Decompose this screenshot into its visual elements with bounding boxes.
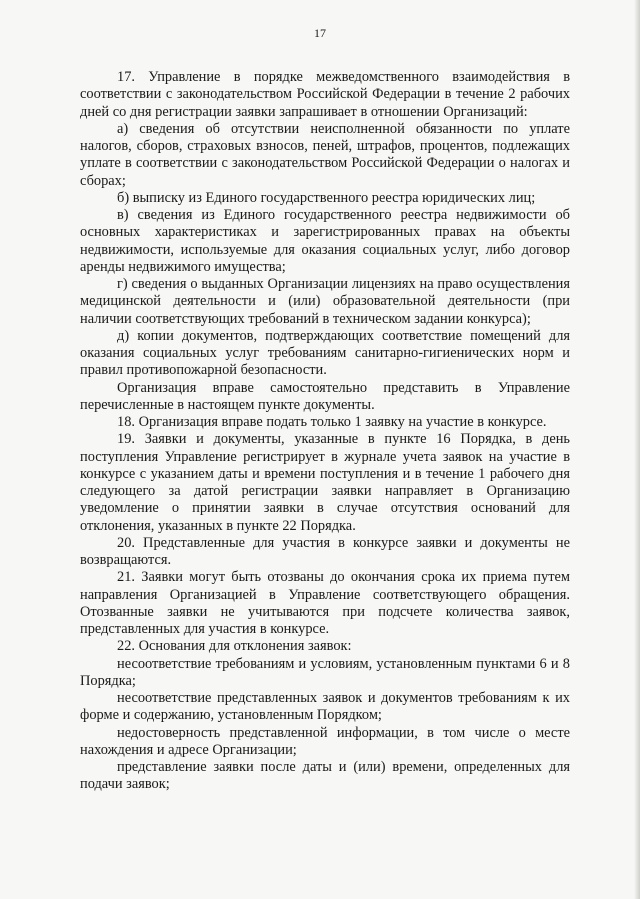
page-edge-shadow xyxy=(634,0,640,899)
paragraph-17d: д) копии документов, подтверждающих соответствие помещений для оказания социальных услуг требованиям санитарно-гигиенических норм и правил противопожарной безопасности. xyxy=(80,327,570,379)
paragraph-22: 22. Основания для отклонения заявок: xyxy=(117,638,352,655)
paragraph-17v: в) сведения из Единого государственного реестра недвижимости об основных характеристиках и зарегистрированных правах на объекты недвижимости, используемые для оказания социальных услуг, либо договор аренды недвижимого имущества; xyxy=(80,207,570,275)
document-body xyxy=(80,69,570,794)
paragraph-22-item-1: несоответствие требованиям и условиям, установленным пунктами 6 и 8 Порядка; xyxy=(80,655,570,689)
paragraph-21: 21. Заявки могут быть отозваны до окончания срока их приема путем направления Организацией в Управление соответствующего обращения. Отозванные заявки не учитываются при подсчете количества заявок, представленных для участия в конкурсе. xyxy=(80,569,570,637)
paragraph-19: 19. Заявки и документы, указанные в пункте 16 Порядка, в день поступления Управление регистрирует в журнале учета заявок на участие в конкурсе с указанием даты и времени поступления и в течение 1 рабочего дня следующего за датой регистрации заявки направляет в Организацию уведомление о принятии заявки в случае отсутствия оснований для отклонения, указанных в пункте 22 Порядка. xyxy=(80,431,570,534)
paragraph-17a: а) сведения об отсутствии неисполненной обязанности по уплате налогов, сборов, страховых взносов, пеней, штрафов, процентов, подлежащих уплате в соответствии с законодательством Российской Федерации о налогах и сборах; xyxy=(80,120,570,189)
paragraph-17: 17. Управление в порядке межведомственного взаимодействия в соответствии с законодательством Российской Федерации в течение 2 рабочих дней со дня регистрации заявки запрашивает в отношении Организаций: xyxy=(80,69,570,120)
paragraph-22-item-3: недостоверность представленной информации, в том числе о месте нахождения и адресе Организации; xyxy=(80,724,570,758)
page-number: 17 xyxy=(314,26,326,40)
paragraph-20: 20. Представленные для участия в конкурсе заявки и документы не возвращаются. xyxy=(80,534,570,568)
paragraph-17b: б) выписку из Единого государственного реестра юридических лиц; xyxy=(117,189,536,206)
paragraph-17-note: Организация вправе самостоятельно представить в Управление перечисленные в настоящем пункте документы. xyxy=(80,379,570,413)
paragraph-18: 18. Организация вправе подать только 1 заявку на участие в конкурсе. xyxy=(117,414,547,430)
paragraph-17g: г) сведения о выданных Организации лицензиях на право осуществления медицинской деятельности и (или) образовательной деятельности (при наличии соответствующих требований в техническом задании конкурса); xyxy=(80,276,570,327)
paragraph-22-item-2: несоответствие представленных заявок и документов требованиям к их форме и содержанию, установленным Порядком; xyxy=(80,690,570,724)
paragraph-22-item-4: представление заявки после даты и (или) времени, определенных для подачи заявок; xyxy=(80,759,570,793)
